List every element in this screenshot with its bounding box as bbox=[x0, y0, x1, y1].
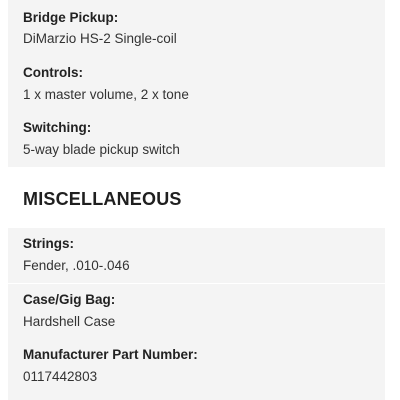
spec-value: 1 x master volume, 2 x tone bbox=[23, 87, 189, 102]
spec-label: Case/Gig Bag: bbox=[23, 292, 116, 307]
spec-label: Controls: bbox=[23, 65, 83, 80]
spec-value: DiMarzio HS-2 Single-coil bbox=[23, 31, 177, 46]
spec-value: 0117442803 bbox=[23, 369, 98, 384]
spec-value: 5-way blade pickup switch bbox=[23, 142, 180, 157]
spec-row-strings bbox=[8, 228, 385, 283]
spec-row-controls bbox=[8, 57, 385, 112]
spec-label: Bridge Pickup: bbox=[23, 10, 119, 25]
spec-value: Hardshell Case bbox=[23, 314, 116, 329]
spec-label: Strings: bbox=[23, 236, 75, 251]
spec-row-switching bbox=[8, 112, 385, 167]
spec-row-bridge-pickup bbox=[8, 0, 385, 57]
spec-row-case-gig-bag bbox=[8, 284, 385, 339]
spec-row-manufacturer-part-number bbox=[8, 339, 385, 400]
spec-label: Manufacturer Part Number: bbox=[23, 347, 198, 362]
spec-label: Switching: bbox=[23, 120, 92, 135]
section-heading-miscellaneous: MISCELLANEOUS bbox=[23, 189, 182, 209]
spec-value: Fender, .010-.046 bbox=[23, 258, 130, 273]
